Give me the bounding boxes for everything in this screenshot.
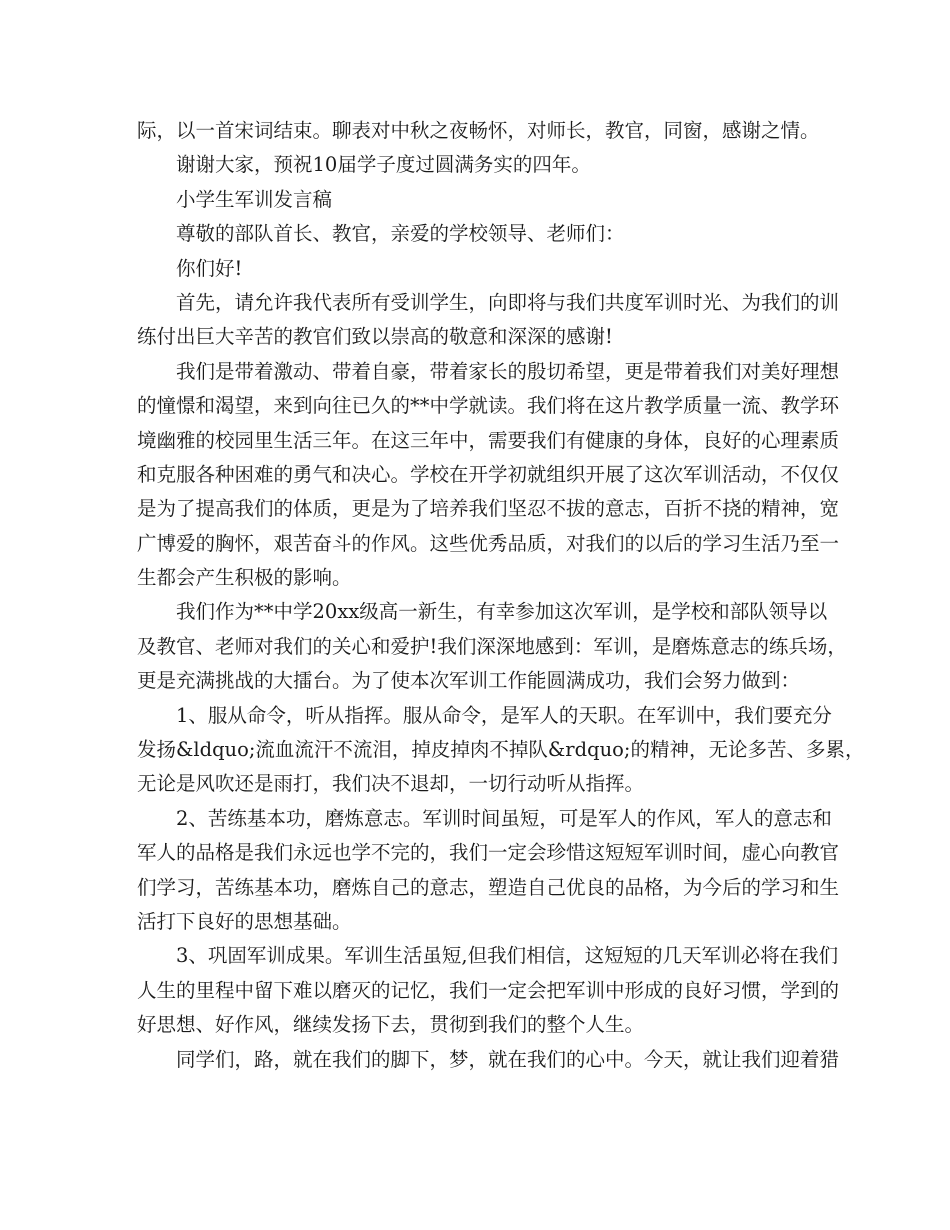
text-line: 你们好! [176, 256, 243, 280]
text-line: 同学们，路，就在我们的脚下，梦，就在我们的心中。今天，就让我们迎着猎 [176, 1047, 840, 1071]
text-line: 和克服各种困难的勇气和决心。学校在开学初就组织开展了这次军训活动，不仅仅 [137, 462, 840, 486]
text-line: 们学习，苦练基本功，磨炼自己的意志，塑造自己优良的品格，为今后的学习和生 [137, 875, 840, 899]
text-line: 是为了提高我们的体质，更是为了培养我们坚忍不拔的意志，百折不挠的精神，宽 [137, 497, 840, 521]
text-line: 小学生军训发言稿 [176, 187, 333, 211]
text-line: 2、苦练基本功，磨炼意志。军训时间虽短，可是军人的作风，军人的意志和 [176, 806, 832, 830]
text-line: 1、服从命令，听从指挥。服从命令，是军人的天职。在军训中，我们要充分 [176, 703, 832, 727]
text-line: 无论是风吹还是雨打，我们决不退却，一切行动听从指挥。 [137, 772, 645, 796]
text-line: 好思想、好作风，继续发扬下去，贯彻到我们的整个人生。 [137, 1013, 645, 1037]
text-line: 尊敬的部队首长、教官，亲爱的学校领导、老师们： [176, 222, 625, 246]
text-line: 的憧憬和渴望，来到向往已久的**中学就读。我们将在这片教学质量一流、教学环 [137, 394, 840, 418]
text-line: 谢谢大家，预祝10届学子度过圆满务实的四年。 [176, 153, 591, 177]
text-line: 首先，请允许我代表所有受训学生，向即将与我们共度军训时光、为我们的训 [176, 290, 840, 314]
text-line: 我们是带着激动、带着自豪，带着家长的殷切希望，更是带着我们对美好理想 [176, 359, 840, 383]
text-line: 3、巩固军训成果。军训生活虽短,但我们相信，这短短的几天军训必将在我们 [176, 944, 839, 968]
text-line: 人生的里程中留下难以磨灭的记忆，我们一定会把军训中形成的良好习惯，学到的 [137, 978, 840, 1002]
text-line: 军人的品格是我们永远也学不完的，我们一定会珍惜这短短军训时间，虚心向教官 [137, 841, 840, 865]
text-line: 练付出巨大辛苦的教官们致以崇高的敬意和深深的感谢! [137, 325, 613, 349]
text-line: 生都会产生积极的影响。 [137, 566, 352, 590]
text-line: 更是充满挑战的大擂台。为了使本次军训工作能圆满成功，我们会努力做到： [137, 669, 801, 693]
text-line: 及教官、老师对我们的关心和爱护!我们深深地感到：军训，是磨炼意志的练兵场， [137, 634, 847, 658]
text-line: 境幽雅的校园里生活三年。在这三年中，需要我们有健康的身体，良好的心理素质 [137, 428, 840, 452]
document-body [137, 114, 865, 1077]
text-line: 广博爱的胸怀，艰苦奋斗的作风。这些优秀品质，对我们的以后的学习生活乃至一 [137, 531, 840, 555]
text-line: 我们作为**中学20xx级高一新生，有幸参加这次军训，是学校和部队领导以 [176, 600, 828, 624]
text-line: 际，以一首宋词结束。聊表对中秋之夜畅怀，对师长，教官，同窗，感谢之情。 [137, 119, 820, 142]
text-line: 发扬&ldquo;流血流汗不流泪，掉皮掉肉不掉队&rdquo;的精神，无论多苦、多累， [137, 738, 865, 762]
text-line: 活打下良好的思想基础。 [137, 909, 352, 933]
